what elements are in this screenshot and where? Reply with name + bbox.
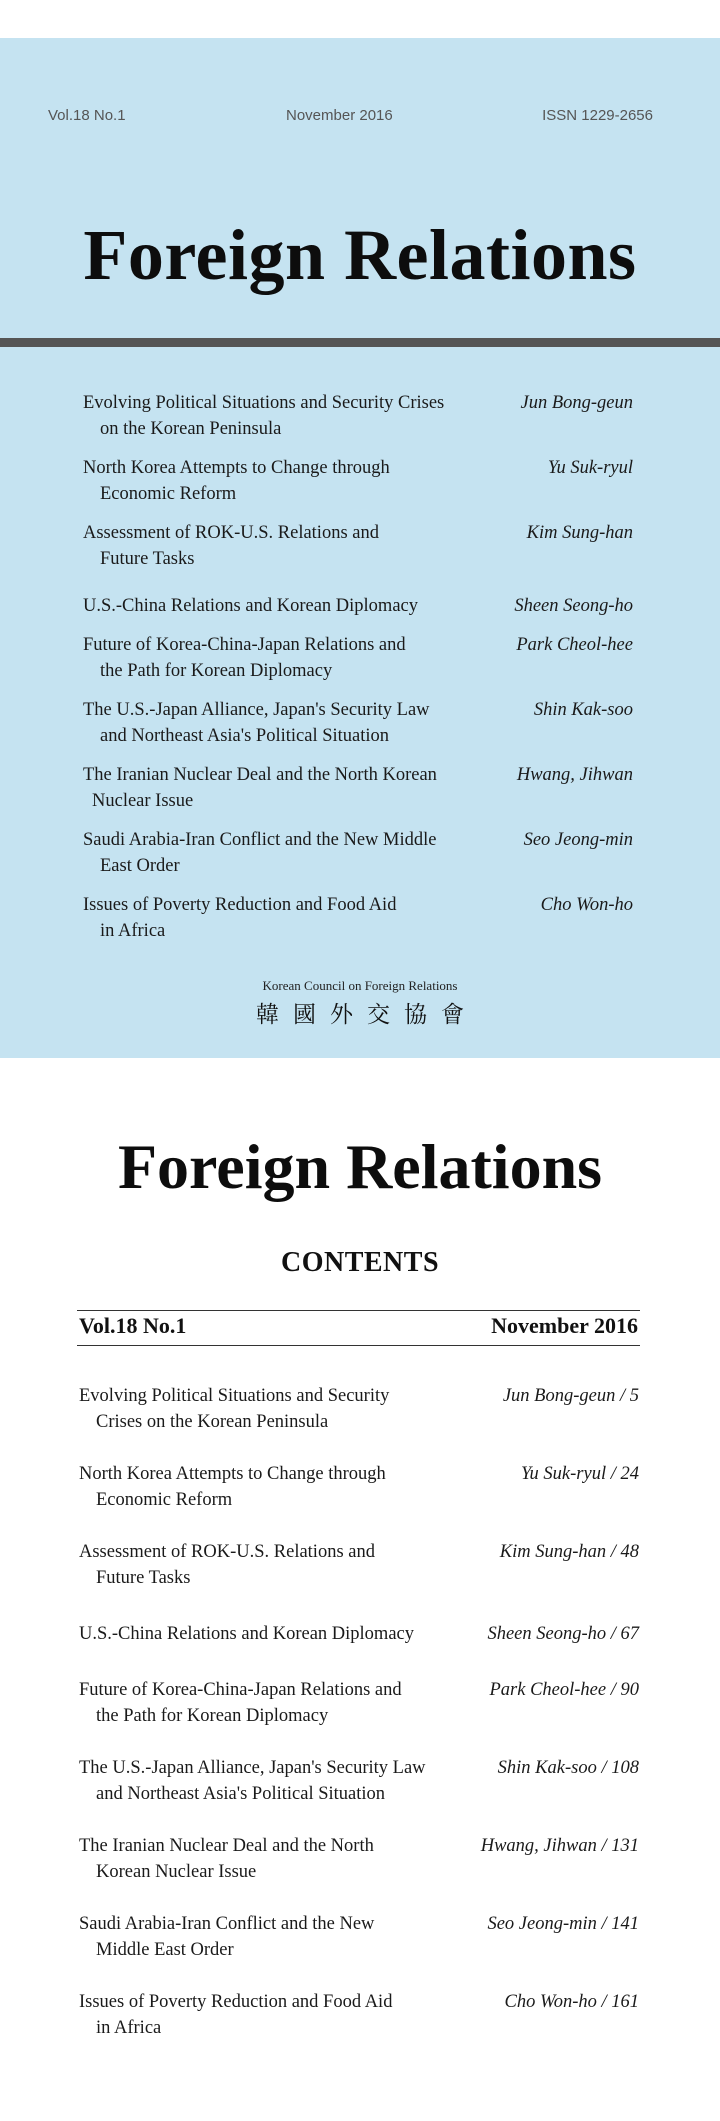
cover-article: [83, 697, 633, 762]
publisher-korean: 韓國外交協會: [256, 1002, 478, 1028]
cover-issn: ISSN 1229-2656: [542, 107, 653, 124]
cover-article: [83, 390, 633, 455]
toc-entry-title: Issues of Poverty Reduction and Food Aid in Africa: [79, 1992, 393, 2038]
toc-entry-title: U.S.-China Relations and Korean Diplomacy: [79, 1624, 414, 1644]
toc-entry-author-page: Seo Jeong-min / 141: [487, 1914, 639, 1934]
cover-meta: [48, 107, 653, 129]
cover-article-author: Kim Sung-han: [526, 523, 633, 543]
toc-entry-author-page: Park Cheol-hee / 90: [489, 1680, 639, 1700]
toc-entry[interactable]: [79, 1461, 639, 1539]
toc-entry-title: North Korea Attempts to Change through Economic Reform: [79, 1464, 386, 1510]
toc-entry[interactable]: [79, 1989, 639, 2067]
toc-entry-title: Evolving Political Situations and Security Crises on the Korean Peninsula: [79, 1386, 390, 1432]
cover-article: [83, 455, 633, 520]
cover-article-title: Issues of Poverty Reduction and Food Aid in Africa: [83, 895, 397, 941]
cover-article-title: The U.S.-Japan Alliance, Japan's Security Law and Northeast Asia's Political Situation: [83, 700, 430, 746]
cover-article: [83, 827, 633, 892]
publisher: [0, 978, 720, 1029]
page-title: Foreign Relations: [117, 1131, 603, 1202]
cover-volume: Vol.18 No.1: [48, 107, 126, 124]
cover-article-author: Jun Bong-geun: [520, 393, 633, 413]
cover-article-author: Seo Jeong-min: [523, 830, 633, 850]
cover-title: Foreign Relations: [83, 215, 637, 295]
rule-top: [77, 1310, 640, 1311]
issue-row: [79, 1313, 638, 1343]
toc-entry[interactable]: [79, 1911, 639, 1989]
cover-article-list: [83, 390, 633, 957]
cover-article-title: Evolving Political Situations and Security Crises on the Korean Peninsula: [83, 393, 445, 439]
rule-bottom: [77, 1345, 640, 1346]
cover: [0, 38, 720, 1058]
toc-entry-author-page: Jun Bong-geun / 5: [502, 1386, 639, 1406]
toc-entry-author-page: Kim Sung-han / 48: [499, 1542, 639, 1562]
cover-article: [83, 520, 633, 585]
toc-entry[interactable]: [79, 1539, 639, 1617]
cover-article-title: The Iranian Nuclear Deal and the North Korean Nuclear Issue: [83, 765, 437, 811]
toc-entry-author-page: Hwang, Jihwan / 131: [480, 1836, 639, 1856]
contents-heading: CONTENTS: [280, 1247, 440, 1278]
cover-article: [83, 892, 633, 957]
toc-entry-title: Future of Korea-China-Japan Relations and the Path for Korean Diplomacy: [79, 1680, 402, 1726]
cover-article-title: Future of Korea-China-Japan Relations and the Path for Korean Diplomacy: [83, 635, 406, 681]
issue-volume: Vol.18 No.1: [79, 1313, 187, 1338]
publisher-english: Korean Council on Foreign Relations: [262, 978, 458, 993]
toc-entry-title: Saudi Arabia-Iran Conflict and the New Middle East Order: [79, 1914, 375, 1960]
cover-article-author: Park Cheol-hee: [516, 635, 633, 655]
cover-article-title: Saudi Arabia-Iran Conflict and the New Middle East Order: [83, 830, 437, 876]
toc-entry-author-page: Sheen Seong-ho / 67: [487, 1624, 639, 1644]
cover-article-author: Hwang, Jihwan: [516, 765, 633, 785]
toc-entry-author-page: Yu Suk-ryul / 24: [520, 1464, 639, 1484]
toc-entry-title: Assessment of ROK-U.S. Relations and Future Tasks: [79, 1542, 375, 1588]
cover-article: [83, 632, 633, 697]
toc-entry-title: The U.S.-Japan Alliance, Japan's Security Law and Northeast Asia's Political Situation: [79, 1758, 426, 1804]
cover-article-title: Assessment of ROK-U.S. Relations and Future Tasks: [83, 523, 379, 569]
toc-entry[interactable]: [79, 1755, 639, 1833]
cover-article-title: U.S.-China Relations and Korean Diplomacy: [83, 596, 418, 616]
toc-entry[interactable]: [79, 1617, 639, 1677]
toc-entry-title: The Iranian Nuclear Deal and the North Korean Nuclear Issue: [79, 1836, 374, 1882]
cover-article: [83, 585, 633, 632]
toc-entry[interactable]: [79, 1383, 639, 1461]
toc-entry[interactable]: [79, 1833, 639, 1911]
toc-entry[interactable]: [79, 1677, 639, 1755]
cover-article: [83, 762, 633, 827]
cover-article-title: North Korea Attempts to Change through Economic Reform: [83, 458, 390, 504]
toc-entry-author-page: Shin Kak-soo / 108: [497, 1758, 639, 1778]
issue-date: November 2016: [491, 1313, 638, 1338]
toc-list: [79, 1383, 639, 2067]
cover-article-author: Sheen Seong-ho: [514, 596, 633, 616]
cover-article-author: Shin Kak-soo: [533, 700, 633, 720]
cover-divider: [0, 338, 720, 347]
cover-date: November 2016: [286, 107, 393, 124]
toc-entry-author-page: Cho Won-ho / 161: [504, 1992, 639, 2012]
cover-article-author: Yu Suk-ryul: [547, 458, 633, 478]
cover-article-author: Cho Won-ho: [540, 895, 633, 915]
